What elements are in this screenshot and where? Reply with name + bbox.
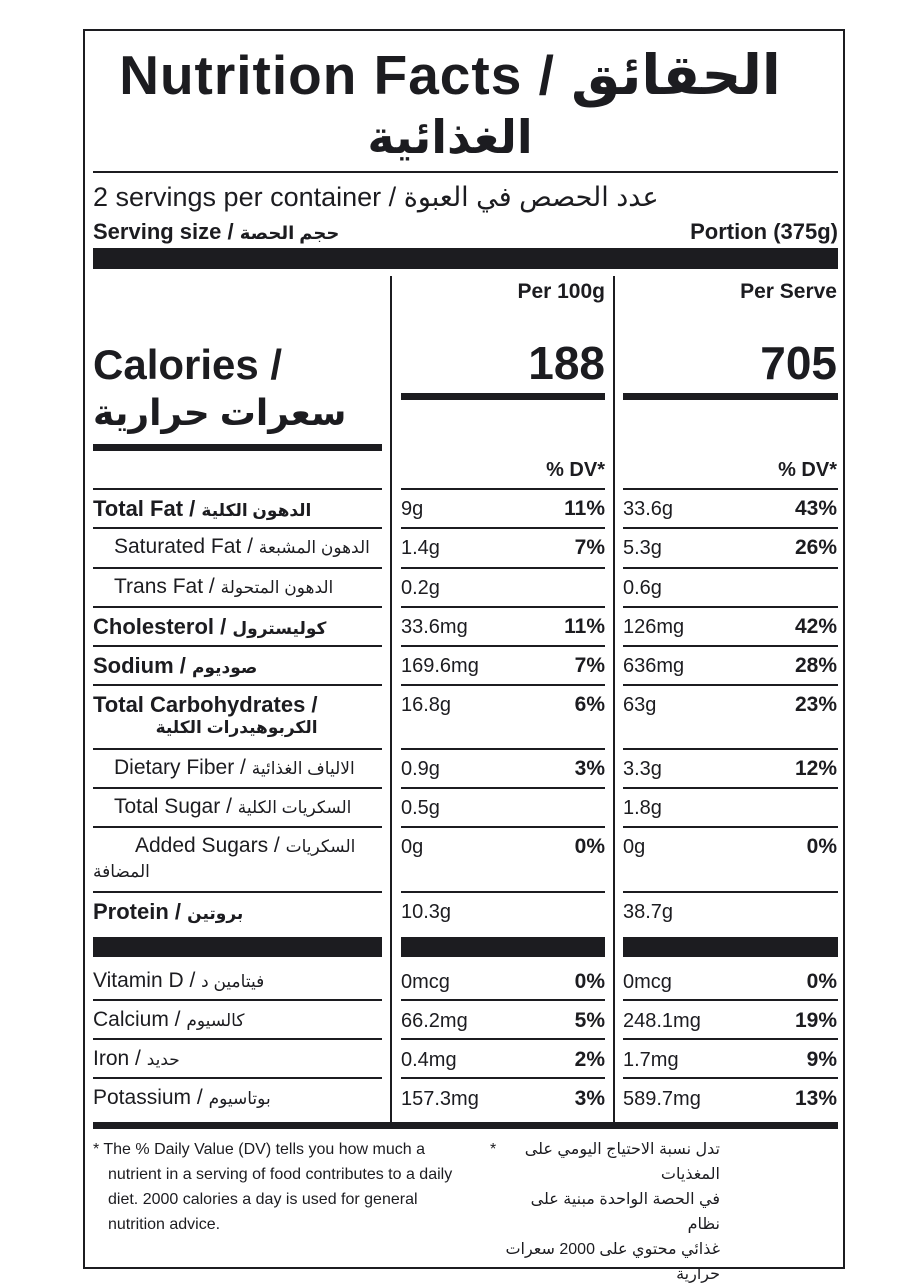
- row-divider-per100: [401, 826, 605, 828]
- perserve-dv: 19%: [794, 1009, 837, 1032]
- nutrient-name-ar: بروتين: [187, 904, 244, 923]
- calories-label-en: Calories /: [93, 341, 283, 388]
- row-divider-perserve: [623, 1077, 838, 1079]
- title-arabic-line2: الغذائية: [367, 111, 533, 163]
- serving-size-value: Portion (375g): [690, 219, 838, 244]
- column-divider-right: [613, 276, 615, 1122]
- calories-label-ar: سعرات حرارية: [93, 392, 347, 433]
- row-divider-label: [93, 999, 382, 1001]
- nutrient-name-en: Added Sugars /: [135, 834, 280, 857]
- calories-rule-label: [93, 444, 382, 451]
- row-divider-perserve: [623, 567, 838, 569]
- nutrient-name-en: Total Carbohydrates /: [93, 692, 318, 717]
- row-divider-label: [93, 527, 382, 529]
- nutrient-name: [135, 834, 355, 858]
- thick-bar-bottom: [93, 1122, 838, 1129]
- dv-header-per-100g: % DV*: [546, 459, 605, 481]
- perserve-dv: 12%: [794, 757, 837, 780]
- per100-dv: 7%: [574, 654, 605, 677]
- perserve-amount: 3.3g: [623, 758, 662, 780]
- footnote-en-line: * The % Daily Value (DV) tells you how much a: [93, 1141, 425, 1158]
- per100-dv: 11%: [564, 615, 605, 638]
- perserve-dv: 0%: [806, 835, 837, 858]
- serving-size-label: [93, 219, 339, 245]
- row-divider-per100: [401, 748, 605, 750]
- per100-amount: 1.4g: [401, 537, 440, 559]
- column-header-per-serve: Per Serve: [740, 280, 837, 303]
- footnote-en-line: nutrient in a serving of food contributes to a daily: [108, 1166, 453, 1183]
- row-divider-per100: [401, 606, 605, 608]
- nutrient-name-en: Total Sugar /: [114, 795, 232, 818]
- perserve-amount: 33.6g: [623, 498, 674, 520]
- per100-dv: 2%: [574, 1048, 605, 1071]
- per100-amount: 0.5g: [401, 797, 440, 819]
- row-divider-per100: [401, 891, 605, 893]
- row-divider-perserve: [623, 684, 838, 686]
- per100-dv: 3%: [574, 1087, 605, 1110]
- nutrient-name-en: Iron /: [93, 1047, 141, 1070]
- nutrient-name: [93, 1008, 244, 1032]
- calories-per-serve: 705: [760, 337, 837, 389]
- row-divider-perserve: [623, 488, 838, 490]
- nutrient-name-en: Sodium /: [93, 653, 186, 678]
- perserve-dv: 26%: [794, 536, 837, 559]
- row-divider-label: [93, 1038, 382, 1040]
- nutrient-name-ar-line2: المضافة: [93, 862, 150, 881]
- dv-header-per-serve: % DV*: [778, 459, 837, 481]
- perserve-amount: 5.3g: [623, 537, 662, 559]
- calories-rule-perserve: [623, 393, 838, 400]
- perserve-amount: 1.8g: [623, 797, 662, 819]
- nutrient-name-ar: بوتاسيوم: [208, 1089, 271, 1108]
- row-divider-perserve: [623, 527, 838, 529]
- per100-amount: 10.3g: [401, 901, 452, 923]
- nutrient-name: [93, 1086, 271, 1110]
- perserve-amount: 248.1mg: [623, 1010, 701, 1032]
- per100-dv: 6%: [574, 693, 605, 716]
- label-title: [60, 44, 840, 168]
- per100-amount: 16.8g: [401, 694, 452, 716]
- row-divider-label: [93, 488, 382, 490]
- row-divider-label: [93, 826, 382, 828]
- footnote-ar-line: حرارية: [676, 1266, 720, 1283]
- nutrient-name-ar: الدهون الكلية: [201, 501, 312, 520]
- perserve-dv: 42%: [794, 615, 837, 638]
- perserve-dv: 23%: [794, 693, 837, 716]
- perserve-dv: 28%: [794, 654, 837, 677]
- row-divider-label: [93, 748, 382, 750]
- perserve-dv: 9%: [806, 1048, 837, 1071]
- nutrient-name-ar: الكربوهيدرات الكلية: [155, 718, 318, 737]
- nutrient-name: [93, 496, 311, 522]
- nutrient-name-ar: صوديوم: [192, 658, 258, 677]
- per100-dv: 0%: [574, 835, 605, 858]
- calories-label: [93, 341, 346, 437]
- servings-per-container-en: 2 servings per container /: [93, 182, 397, 212]
- row-divider-label: [93, 684, 382, 686]
- per100-dv: 0%: [574, 970, 605, 993]
- row-divider-perserve: [623, 1038, 838, 1040]
- nutrient-name-en: Trans Fat /: [114, 575, 215, 598]
- nutrient-name: [114, 575, 333, 599]
- nutrient-name-ar: الدهون المتحولة: [220, 578, 334, 597]
- nutrient-name-ar: حديد: [146, 1050, 180, 1069]
- per100-amount: 9g: [401, 498, 424, 520]
- footnote-ar-line: غذائي محتوي على 2000 سعرات: [505, 1241, 720, 1258]
- nutrient-name: [93, 1047, 180, 1071]
- row-divider-label: [93, 787, 382, 789]
- row-divider-label: [93, 645, 382, 647]
- serving-size-label-en: Serving size /: [93, 219, 234, 244]
- column-divider-left: [390, 276, 392, 1122]
- nutrient-name: [93, 899, 243, 925]
- nutrient-name: [114, 535, 370, 559]
- nutrient-name-en: Potassium /: [93, 1086, 203, 1109]
- vitamin-bar-perserve: [623, 937, 838, 957]
- perserve-amount: 636mg: [623, 655, 685, 677]
- row-divider-perserve: [623, 787, 838, 789]
- per100-dv: 7%: [574, 536, 605, 559]
- perserve-amount: 38.7g: [623, 901, 674, 923]
- nutrient-name-en: Vitamin D /: [93, 969, 196, 992]
- nutrient-name: [93, 969, 264, 993]
- row-divider-per100: [401, 527, 605, 529]
- footnote-ar-line: في الحصة الواحدة مبنية على نظام: [530, 1191, 720, 1233]
- nutrient-name-ar: الالياف الغذائية: [251, 759, 355, 778]
- per100-amount: 0.2g: [401, 577, 440, 599]
- title-english: Nutrition Facts /: [119, 44, 555, 106]
- row-divider-perserve: [623, 606, 838, 608]
- nutrient-name-ar: السكريات: [285, 837, 356, 856]
- row-divider-perserve: [623, 826, 838, 828]
- calories-rule-per100: [401, 393, 605, 400]
- perserve-amount: 63g: [623, 694, 657, 716]
- row-divider-label: [93, 1077, 382, 1079]
- vitamin-bar-per100: [401, 937, 605, 957]
- footnote-arabic-star: *: [490, 1141, 497, 1158]
- perserve-dv: 43%: [794, 497, 837, 520]
- servings-per-container-ar: عدد الحصص في العبوة: [403, 182, 659, 212]
- nutrient-name: [114, 756, 355, 780]
- servings-per-container: [93, 182, 659, 213]
- nutrient-name: [93, 614, 326, 640]
- row-divider-per100: [401, 488, 605, 490]
- row-divider-per100: [401, 645, 605, 647]
- title-divider: [93, 171, 838, 173]
- footnote-en-line: diet. 2000 calories a day is used for general: [108, 1191, 418, 1208]
- footnote-english: [93, 1137, 473, 1237]
- nutrient-name-ar: السكريات الكلية: [237, 798, 352, 817]
- row-divider-per100: [401, 567, 605, 569]
- nutrient-name-en: Cholesterol /: [93, 614, 227, 639]
- per100-dv: 5%: [574, 1009, 605, 1032]
- per100-amount: 0mcg: [401, 971, 450, 993]
- nutrition-label-border: [83, 29, 845, 1269]
- footnote-arabic: [505, 1137, 720, 1287]
- perserve-amount: 0mcg: [623, 971, 672, 993]
- nutrient-name-en: Saturated Fat /: [114, 535, 253, 558]
- nutrient-name-en: Total Fat /: [93, 496, 196, 521]
- per100-dv: 3%: [574, 757, 605, 780]
- perserve-amount: 0.6g: [623, 577, 662, 599]
- perserve-amount: 0g: [623, 836, 646, 858]
- nutrient-name-en: Dietary Fiber /: [114, 756, 246, 779]
- row-divider-perserve: [623, 748, 838, 750]
- nutrient-name-ar: فيتامين د: [201, 972, 265, 991]
- row-divider-per100: [401, 999, 605, 1001]
- nutrient-name-ar: كوليسترول: [232, 619, 327, 638]
- calories-per-100g: 188: [528, 337, 605, 389]
- row-divider-label: [93, 606, 382, 608]
- per100-amount: 33.6mg: [401, 616, 468, 638]
- row-divider-perserve: [623, 999, 838, 1001]
- row-divider-per100: [401, 684, 605, 686]
- vitamin-bar-label: [93, 937, 382, 957]
- perserve-dv: 13%: [794, 1087, 837, 1110]
- title-arabic-line1: الحقائق: [571, 44, 781, 106]
- footnote-en-line: nutrition advice.: [108, 1216, 221, 1233]
- row-divider-per100: [401, 787, 605, 789]
- nutrient-name-ar: الدهون المشبعة: [258, 538, 370, 557]
- row-divider-label: [93, 891, 382, 893]
- row-divider-perserve: [623, 645, 838, 647]
- column-header-per-100g: Per 100g: [517, 280, 605, 303]
- perserve-amount: 589.7mg: [623, 1088, 701, 1110]
- nutrient-name-en: Protein /: [93, 899, 182, 924]
- per100-amount: 157.3mg: [401, 1088, 479, 1110]
- row-divider-label: [93, 567, 382, 569]
- nutrient-name-ar: كالسيوم: [186, 1011, 245, 1030]
- row-divider-perserve: [623, 891, 838, 893]
- nutrient-name-en: Calcium /: [93, 1008, 181, 1031]
- footnote-ar-line: تدل نسبة الاحتياج اليومي على المغذيات: [524, 1141, 720, 1183]
- perserve-amount: 126mg: [623, 616, 685, 638]
- row-divider-per100: [401, 1077, 605, 1079]
- per100-amount: 0g: [401, 836, 424, 858]
- per100-amount: 0.9g: [401, 758, 440, 780]
- per100-amount: 0.4mg: [401, 1049, 457, 1071]
- per100-amount: 66.2mg: [401, 1010, 468, 1032]
- serving-size-label-ar: حجم الحصة: [239, 223, 340, 243]
- row-divider-per100: [401, 1038, 605, 1040]
- nutrient-name: [93, 653, 257, 679]
- per100-dv: 11%: [564, 497, 605, 520]
- nutrient-name: [93, 692, 318, 738]
- nutrient-name: [114, 795, 351, 819]
- thick-bar-top: [93, 248, 838, 269]
- perserve-dv: 0%: [806, 970, 837, 993]
- perserve-amount: 1.7mg: [623, 1049, 679, 1071]
- per100-amount: 169.6mg: [401, 655, 479, 677]
